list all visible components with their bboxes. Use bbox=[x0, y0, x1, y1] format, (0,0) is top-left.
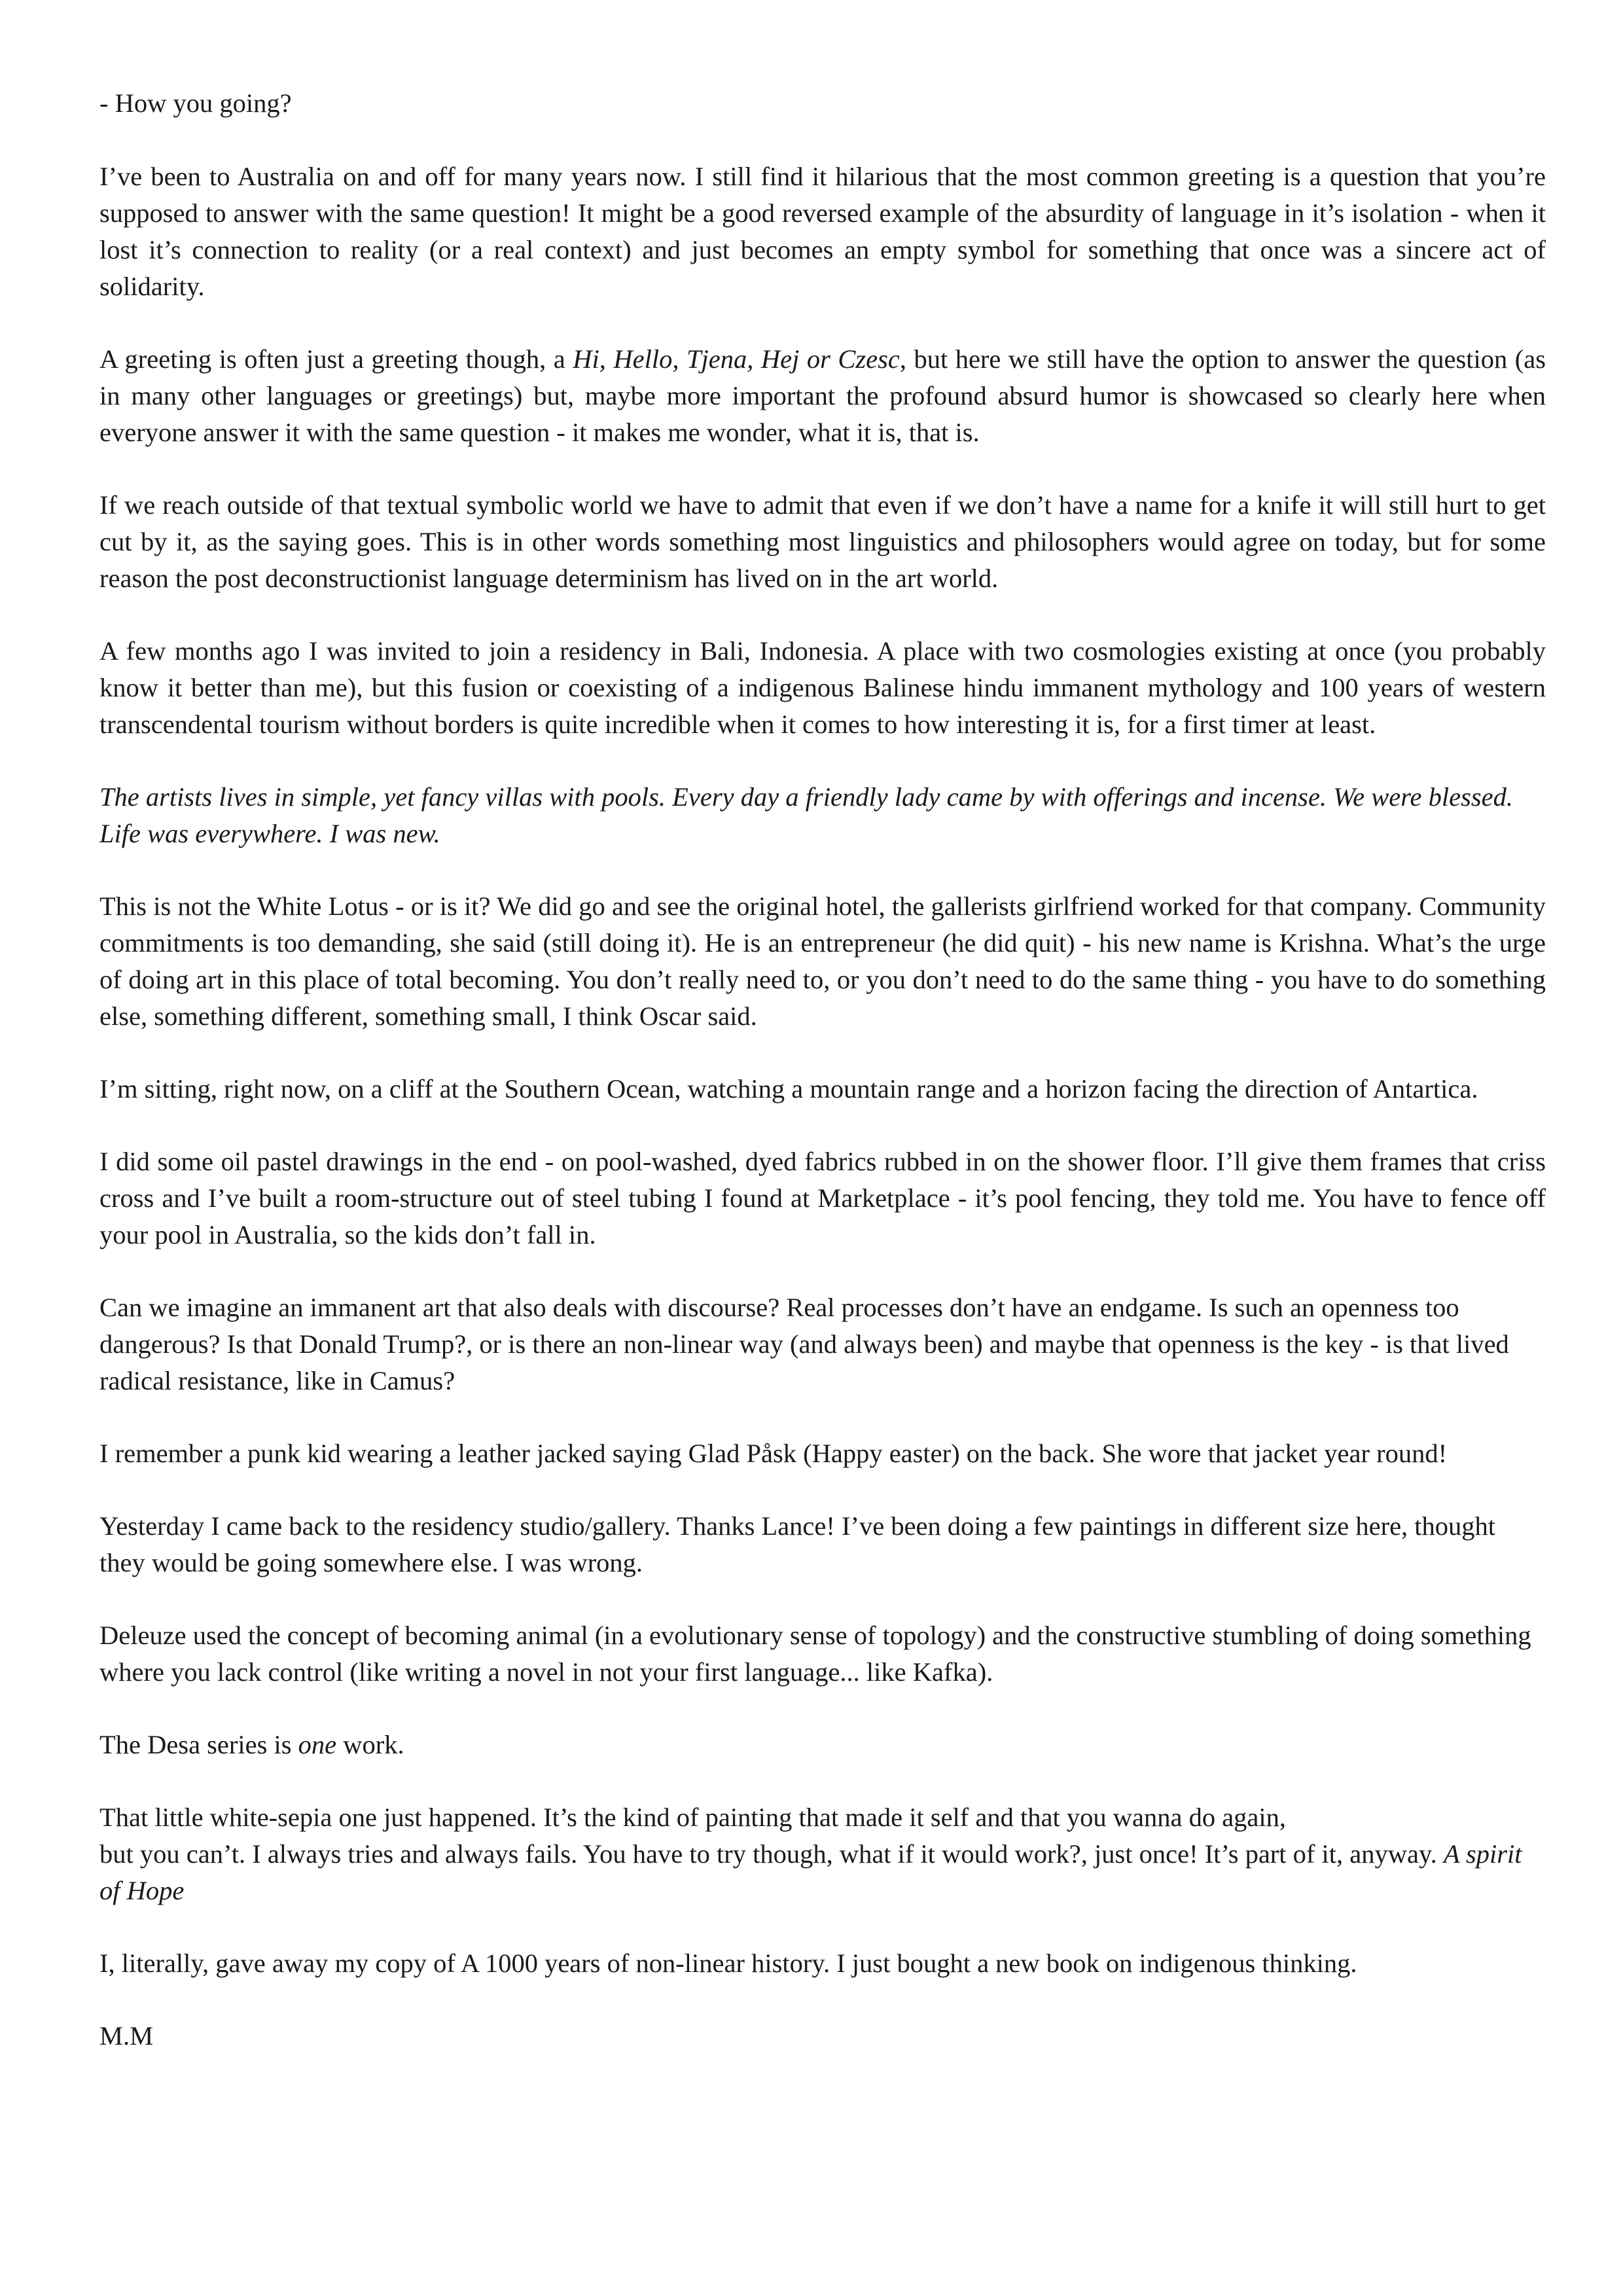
desa-series-italic-one: one bbox=[298, 1730, 337, 1759]
white-sepia-rest: but you can’t. I always tries and always fails. You have to try though, what if it would work?, just once! It’s part of it, anyway. bbox=[99, 1839, 1444, 1869]
paragraph-bali-residency: A few months ago I was invited to join a residency in Bali, Indonesia. A place with two cosmologies existing at once (you probably know it better than me), but this fusion or coexisting of a indigenous Balinese hindu immanent mythology and 100 years of western transcendental tourism without borders is quite incredible when it comes to how interesting it is, for a first timer at least. bbox=[99, 636, 1546, 739]
paragraph-deleuze: Deleuze used the concept of becoming animal (in a evolutionary sense of topology) and the constructive stumbling of doing something where you lack control (like writing a novel in not your first language... like Kafka). bbox=[99, 1621, 1531, 1687]
signature: M.M bbox=[99, 2021, 154, 2051]
paragraph-desa-series bbox=[99, 1727, 1546, 1763]
paragraph-villas-italic: The artists lives in simple, yet fancy villas with pools. Every day a friendly lady came by with offerings and incense. We were blessed. Life was everywhere. I was new. bbox=[99, 782, 1513, 848]
paragraph-oil-pastel: I did some oil pastel drawings in the end - on pool-washed, dyed fabrics rubbed in on the shower floor. I’ll give them frames that criss cross and I’ve built a room-structure out of steel tubing I found at Marketplace - it’s pool fencing, they told me. You have to fence off your pool in Australia, so the kids don’t fall in. bbox=[99, 1147, 1546, 1249]
paragraph-greeting-types-end: , but here we still have the option to answer the question (as in many other languages or greetings) but, maybe more important the profound absurd humor is showcased so clearly here when everyone answer it with the same question - it makes me wonder, what it is, that is. bbox=[99, 344, 1546, 447]
spirit-of-hope-italic: A spirit of Hope bbox=[99, 1839, 1522, 1905]
letter-body bbox=[99, 85, 1546, 2090]
paragraph-southern-ocean: I’m sitting, right now, on a cliff at the Southern Ocean, watching a mountain range and a horizon facing the direction of Antartica. bbox=[99, 1074, 1478, 1103]
paragraph-residency-studio: Yesterday I came back to the residency studio/gallery. Thanks Lance! I’ve been doing a few paintings in different size here, thought they would be going somewhere else. I was wrong. bbox=[99, 1511, 1496, 1577]
paragraph-book: I, literally, gave away my copy of A 1000 years of non-linear history. I just bought a new book on indigenous thinking. bbox=[99, 1948, 1357, 1978]
paragraph-white-sepia bbox=[99, 1799, 1546, 1909]
paragraph-greeting-types-start: A greeting is often just a greeting though, a bbox=[99, 344, 573, 374]
paragraph-punk-kid: I remember a punk kid wearing a leather jacked saying Glad Påsk (Happy easter) on the back. She wore that jacket year round! bbox=[99, 1439, 1448, 1468]
paragraph-immanent-art: Can we imagine an immanent art that also deals with discourse? Real processes don’t have an endgame. Is such an openness too dangerous? Is that Donald Trump?, or is there an non-linear way (and always been) and maybe that openness is the key - is that lived radical resistance, like in Camus? bbox=[99, 1293, 1509, 1395]
greeting-words-italic: Hi, Hello, Tjena, Hej or Czesc bbox=[573, 344, 900, 374]
paragraph-knife: If we reach outside of that textual symbolic world we have to admit that even if we don’t have a name for a knife it will still hurt to get cut by it, as the saying goes. This is in other words something most linguistics and philosophers would agree on today, but for some reason the post deconstructionist language determinism has lived on in the art world. bbox=[99, 490, 1546, 593]
paragraph-australia-greeting: I’ve been to Australia on and off for many years now. I still find it hilarious that the most common greeting is a question that you’re supposed to answer with the same question! It might be a good reversed example of the absurdity of language in it’s isolation - when it lost it’s connection to reality (or a real context) and just becomes an empty symbol for something that once was a sincere act of solidarity. bbox=[99, 162, 1546, 301]
paragraph-white-lotus: This is not the White Lotus - or is it? We did go and see the original hotel, the gallerists girlfriend worked for that company. Community commitments is too demanding, she said (still doing it). He is an entrepreneur (he did quit) - his new name is Krishna. What’s the urge of doing art in this place of total becoming. You don’t really need to, or you don’t need to do the same thing - you have to do something else, something different, something small, I think Oscar said. bbox=[99, 891, 1546, 1031]
paragraph-greeting-types bbox=[99, 341, 1546, 451]
greeting: - How you going? bbox=[99, 88, 292, 118]
white-sepia-line1: That little white-sepia one just happened. It’s the kind of painting that made it self and that you wanna do again, bbox=[99, 1803, 1287, 1832]
desa-series-end: work. bbox=[336, 1730, 404, 1759]
desa-series-start: The Desa series is bbox=[99, 1730, 298, 1759]
